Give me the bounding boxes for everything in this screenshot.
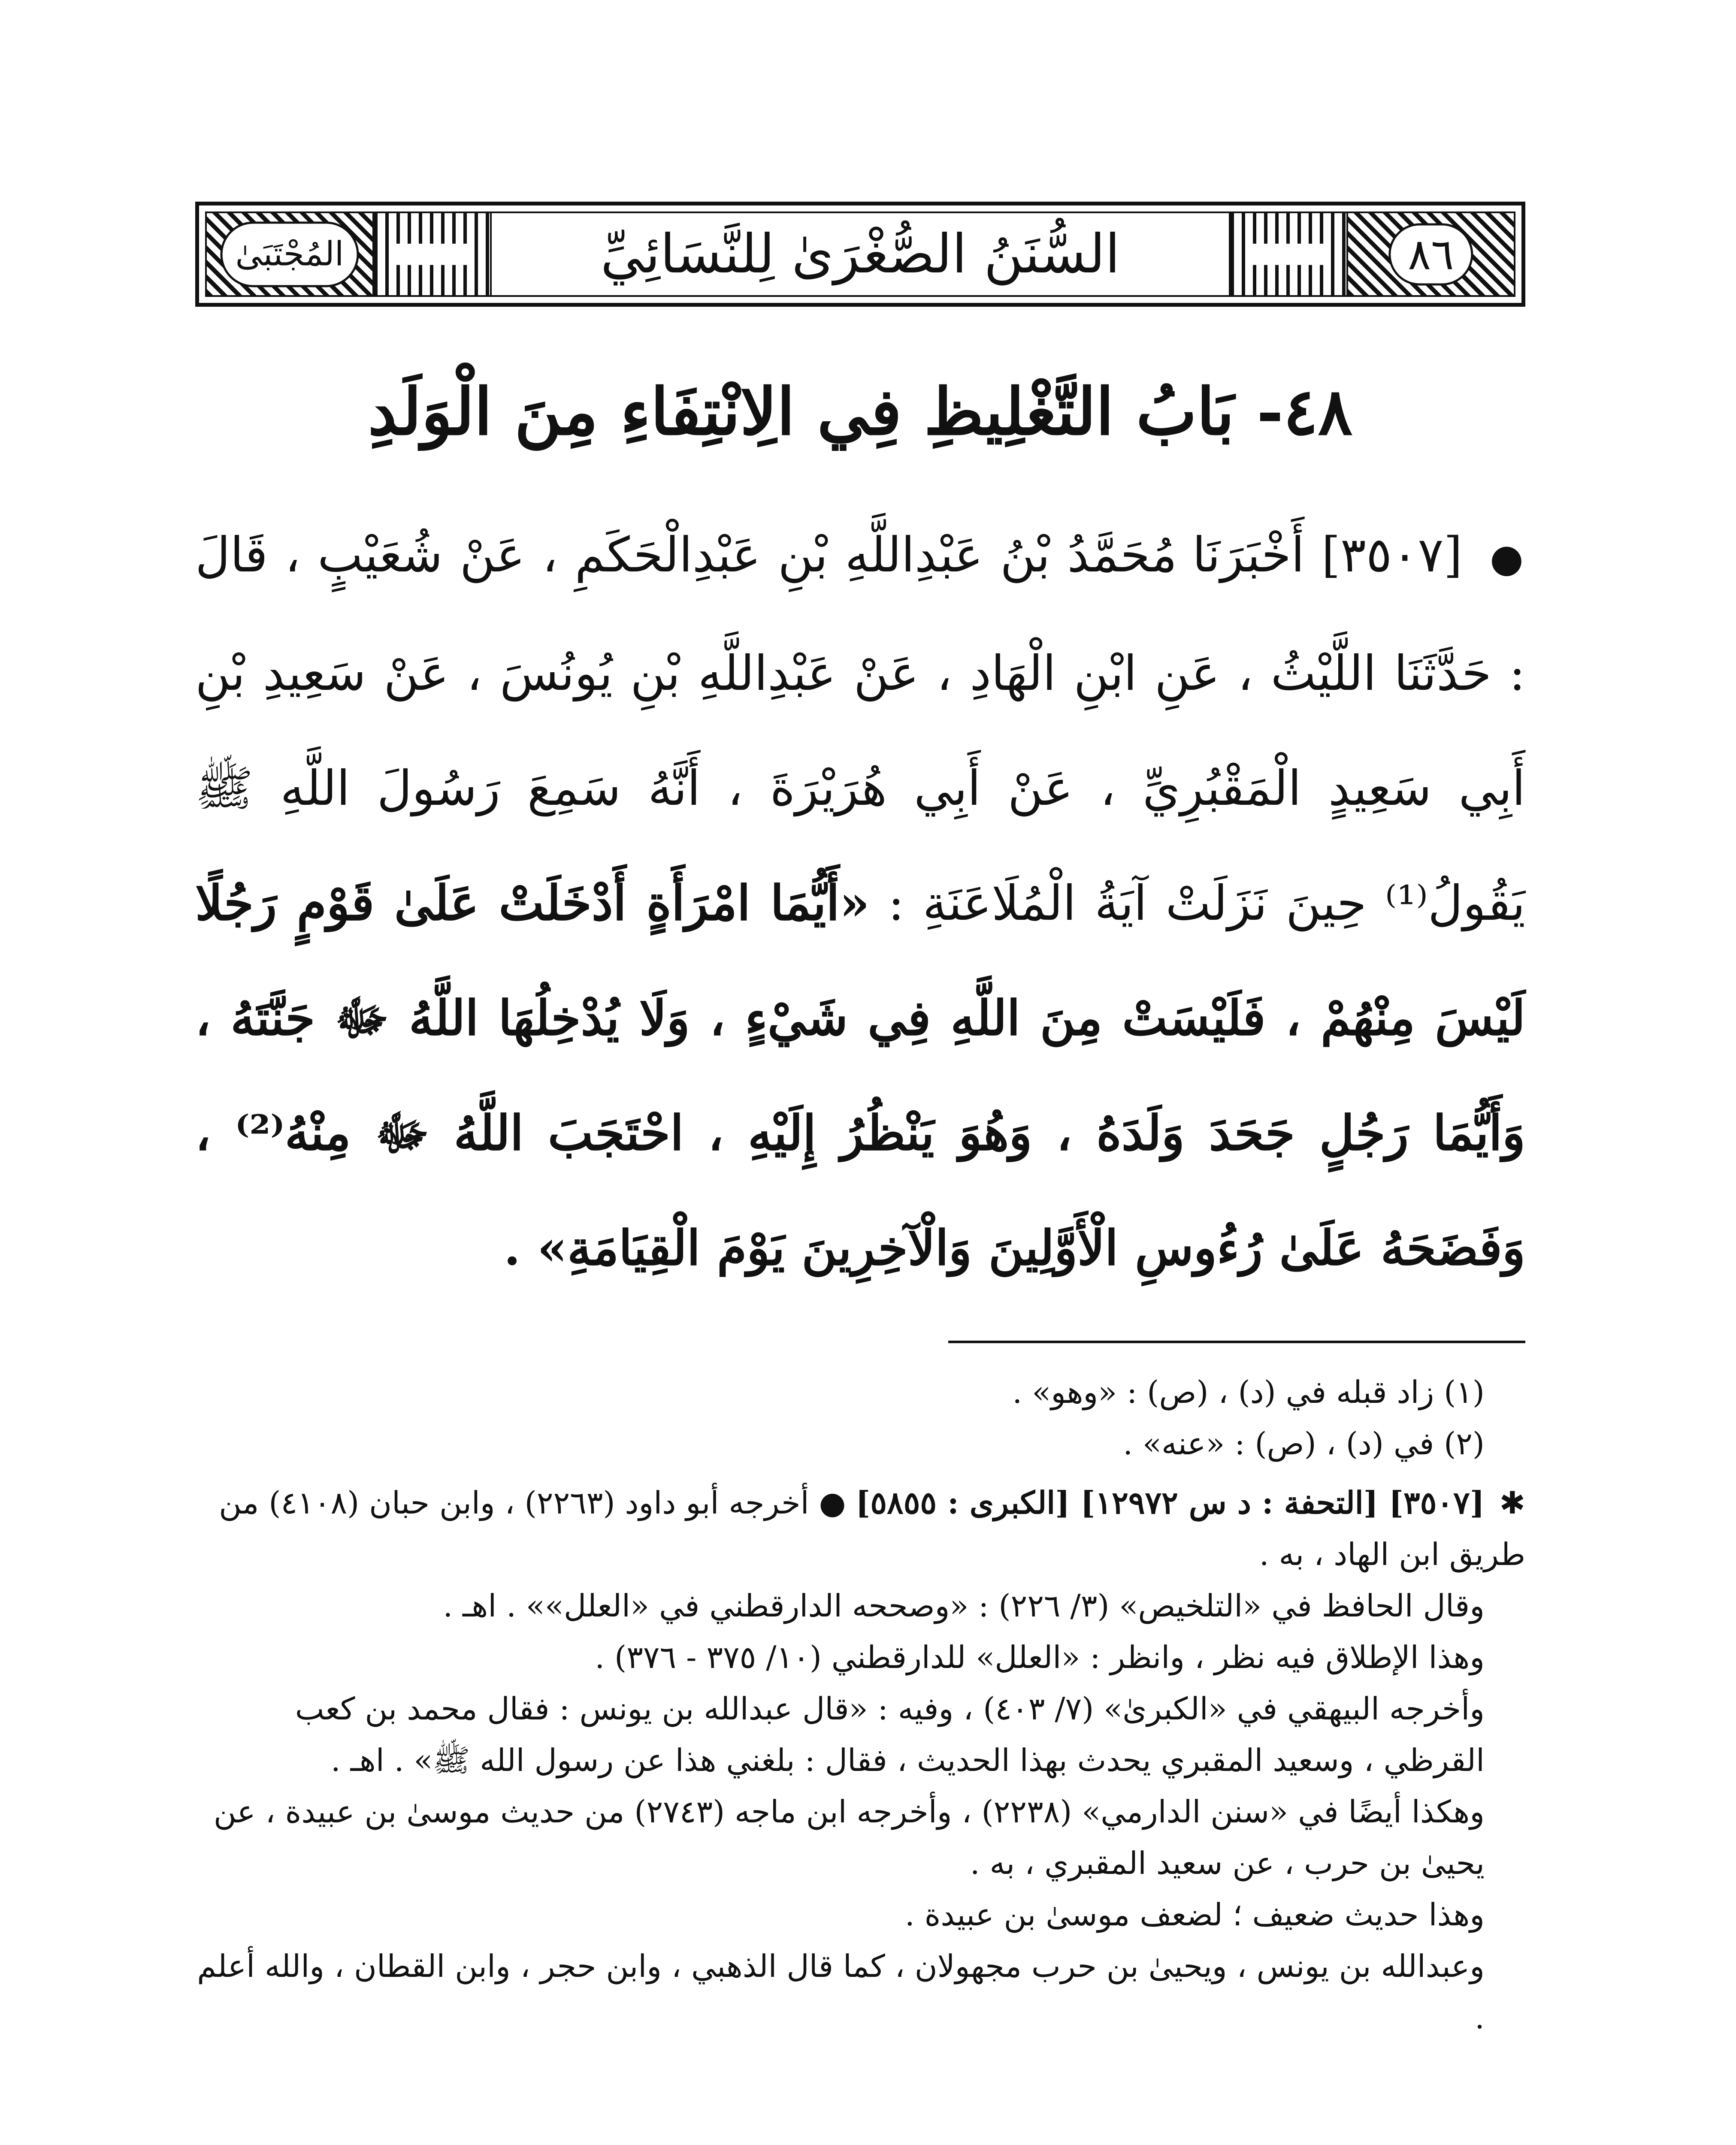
- bullet-icon: ●: [819, 1485, 846, 1521]
- running-header: [195, 202, 1525, 307]
- takhrij-entry: [195, 1477, 1525, 1580]
- footnotes: [195, 1366, 1525, 2043]
- takhrij-text: أخرجه أبو داود (٢٢٦٣) ، وابن حبان (٤١٠٨) من طريق ابن الهاد ، به .: [219, 1485, 1525, 1572]
- takhrij-line: وهذا الإطلاق فيه نظر ، وانظر : «العلل» للدارقطني (١٠/ ٣٧٥ - ٣٧٦) .: [595, 1639, 1485, 1675]
- takhrij-line: وهذا حديث ضعيف ؛ لضعف موسىٰ بن عبيدة .: [904, 1897, 1485, 1933]
- ornament-band-right: [1231, 213, 1346, 295]
- page-number: ٨٦: [1388, 223, 1473, 285]
- hadith-isnad: أَخْبَرَنَا مُحَمَّدُ بْنُ عَبْدِاللَّهِ بْنِ عَبْدِالْحَكَمِ ، عَنْ شُعَيْبٍ ، قَالَ : حَدَّثَنَا اللَّيْثُ ، عَنِ ابْنِ الْهَادِ ، عَنْ عَبْدِاللَّهِ بْنِ يُونُسَ ، عَنْ سَعِيدِ بْنِ أَبِي سَعِيدٍ الْمَقْبُرِيِّ ، عَنْ أَبِي هُرَيْرَةَ ، أَنَّهُ سَمِعَ رَسُولَ اللَّهِ ﷺ يَقُولُ⁽¹⁾ حِينَ نَزَلَتْ آيَةُ الْمُلَاعَنَةِ :: [195, 527, 1525, 931]
- footnote-1: (١) زاد قبله في (د) ، (ص) : «وهو» .: [1012, 1374, 1485, 1410]
- footnote-2: (٢) في (د) ، (ص) : «عنه» .: [1123, 1426, 1485, 1462]
- chapter-heading: ٤٨- بَابُ التَّغْلِيظِ فِي الِانْتِفَاءِ مِنَ الْوَلَدِ: [368, 374, 1353, 450]
- hadith-matn: «أَيُّمَا امْرَأَةٍ أَدْخَلَتْ عَلَىٰ قَوْمٍ رَجُلًا لَيْسَ مِنْهُمْ ، فَلَيْسَتْ مِنَ اللَّهِ فِي شَيْءٍ ، وَلَا يُدْخِلُهَا اللَّهُ ﷻ جَنَّتَهُ ، وَأَيُّمَا رَجُلٍ جَحَدَ وَلَدَهُ ، وَهُوَ يَنْظُرُ إِلَيْهِ ، احْتَجَبَ اللَّهُ ﷻ مِنْهُ⁽²⁾ ، وَفَضَحَهُ عَلَىٰ رُءُوسِ الْأَوَّلِينَ وَالْآخِرِينَ يَوْمَ الْقِيَامَةِ» .: [195, 875, 1526, 1276]
- hadith-body: [195, 498, 1525, 1306]
- takhrij-id: [٣٥٠٧] [التحفة : د س ١٢٩٧٢] [الكبرى : ٥٨٥٥]: [856, 1484, 1485, 1521]
- takhrij-line: وأخرجه البيهقي في «الكبرىٰ» (٧/ ٤٠٣) ، وفيه : «قال عبدالله بن يونس : فقال محمد بن كعب القرظي ، وسعيد المقبري يحدث بهذا الحديث ، فقال : بلغني هذا عن رسول الله ﷺ» . اهـ .: [295, 1691, 1485, 1778]
- header-frame: [205, 211, 1515, 297]
- book-emblem: المُجْتَبَىٰ: [221, 221, 359, 287]
- book-title: السُّنَنُ الصُّغْرَىٰ لِلنَّسَائِيِّ: [490, 213, 1231, 295]
- takhrij-line: وعبدالله بن يونس ، ويحيىٰ بن حرب مجهولان ، كما قال الذهبي ، وابن حجر ، وابن القطان ، والله أعلم .: [197, 1948, 1485, 2036]
- asterisk-icon: ✱: [1499, 1485, 1525, 1521]
- footnote-separator: [948, 1341, 1525, 1343]
- bullet-icon: ●: [1490, 536, 1526, 581]
- emblem-block: [207, 213, 374, 295]
- ornament-band-left: [374, 213, 490, 295]
- takhrij-line: وقال الحافظ في «التلخيص» (٣/ ٢٢٦) : «وصححه الدارقطني في «العلل»» . اهـ .: [443, 1588, 1485, 1624]
- page-number-block: [1346, 213, 1514, 295]
- hadith-number: [٣٥٠٧]: [1322, 527, 1463, 583]
- takhrij-line: وهكذا أيضًا في «سنن الدارمي» (٢٢٣٨) ، وأخرجه ابن ماجه (٢٧٤٣) من حديث موسىٰ بن عبيدة ، عن يحيىٰ بن حرب ، عن سعيد المقبري ، به .: [213, 1794, 1485, 1881]
